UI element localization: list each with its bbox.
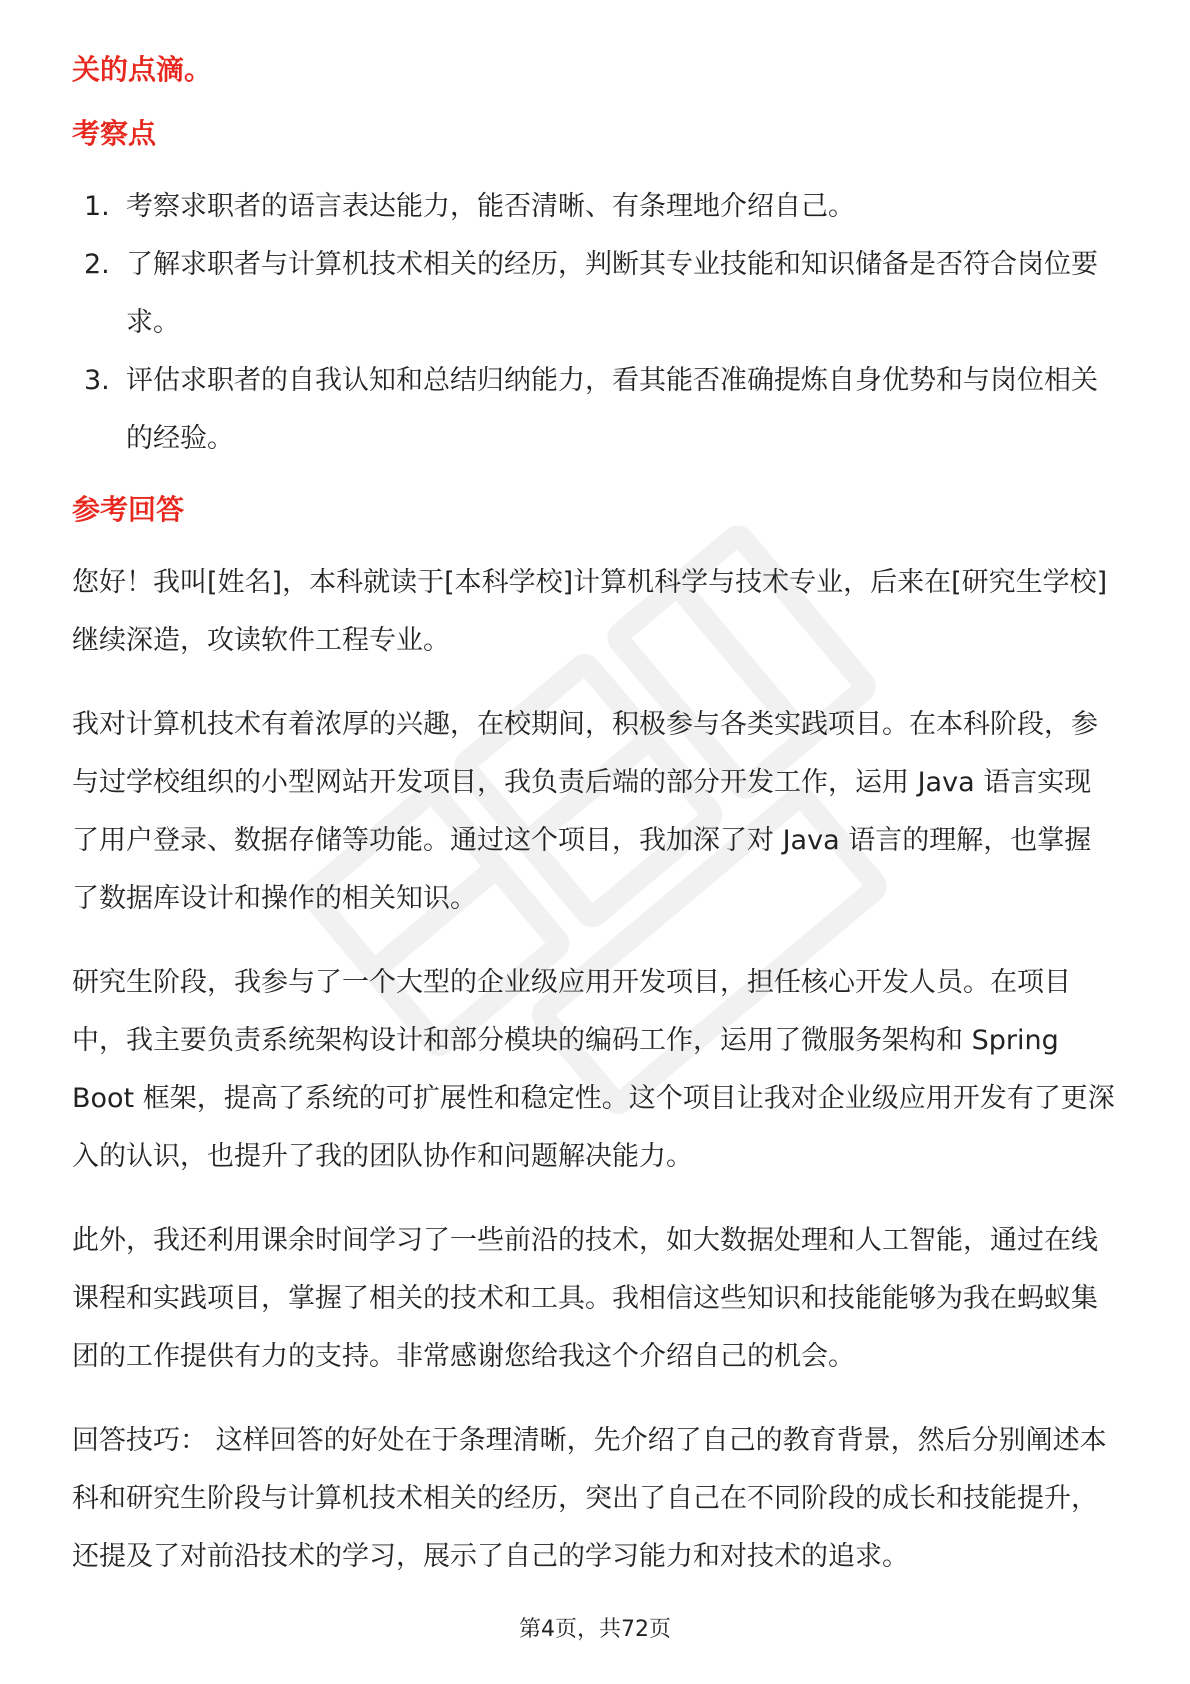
answer-paragraph: 此外，我还利用课余时间学习了一些前沿的技术，如大数据处理和人工智能，通过在线课程和实践项目，掌握了相关的技术和工具。我相信这些知识和技能能够为我在蚂蚁集团的工作提供有力的支持。非常感谢您给我这个介绍自己的机会。 (72, 1225, 1098, 1372)
list-item (72, 236, 1118, 352)
answer-paragraph: 您好！我叫[姓名]，本科就读于[本科学校]计算机科学与技术专业，后来在[研究生学校]继续深造，攻读软件工程专业。 (72, 567, 1108, 656)
page-number: 第4页，共72页 (519, 1617, 671, 1642)
answer-paragraph: 我对计算机技术有着浓厚的兴趣，在校期间，积极参与各类实践项目。在本科阶段，参与过学校组织的小型网站开发项目，我负责后端的部分开发工作，运用 Java 语言实现了用户登录、数据存储等功能。通过这个项目，我加深了对 Java 语言的理解，也掌握了数据库设计和操作的相关知识。 (72, 709, 1098, 914)
list-item (72, 178, 1118, 236)
list-number: 2. (84, 249, 110, 280)
list-number: 1. (84, 191, 110, 222)
list-text: 评估求职者的自我认知和总结归纳能力，看其能否准确提炼自身优势和与岗位相关的经验。 (126, 365, 1098, 454)
list-item (72, 352, 1118, 468)
points-heading: 考察点 (72, 117, 157, 150)
answer-paragraph: 研究生阶段，我参与了一个大型的企业级应用开发项目，担任核心开发人员。在项目中，我主要负责系统架构设计和部分模块的编码工作，运用了微服务架构和 Spring Boot 框架，提高了系统的可扩展性和稳定性。这个项目让我对企业级应用开发有了更深入的认识，也提升了我的团队协作和问题解决能力。 (72, 967, 1115, 1172)
tip-paragraph: 回答技巧： 这样回答的好处在于条理清晰，先介绍了自己的教育背景，然后分别阐述本科和研究生阶段与计算机技术相关的经历，突出了自己在不同阶段的成长和技能提升，还提及了对前沿技术的学习，展示了自己的学习能力和对技术的追求。 (72, 1425, 1107, 1572)
document-content (72, 50, 1118, 1612)
list-text: 考察求职者的语言表达能力，能否清晰、有条理地介绍自己。 (126, 191, 855, 222)
answer-heading: 参考回答 (72, 493, 185, 526)
continuation-heading: 关的点滴。 (72, 53, 213, 86)
list-number: 3. (84, 365, 110, 396)
points-list (72, 178, 1118, 468)
list-text: 了解求职者与计算机技术相关的经历，判断其专业技能和知识储备是否符合岗位要求。 (126, 249, 1098, 338)
